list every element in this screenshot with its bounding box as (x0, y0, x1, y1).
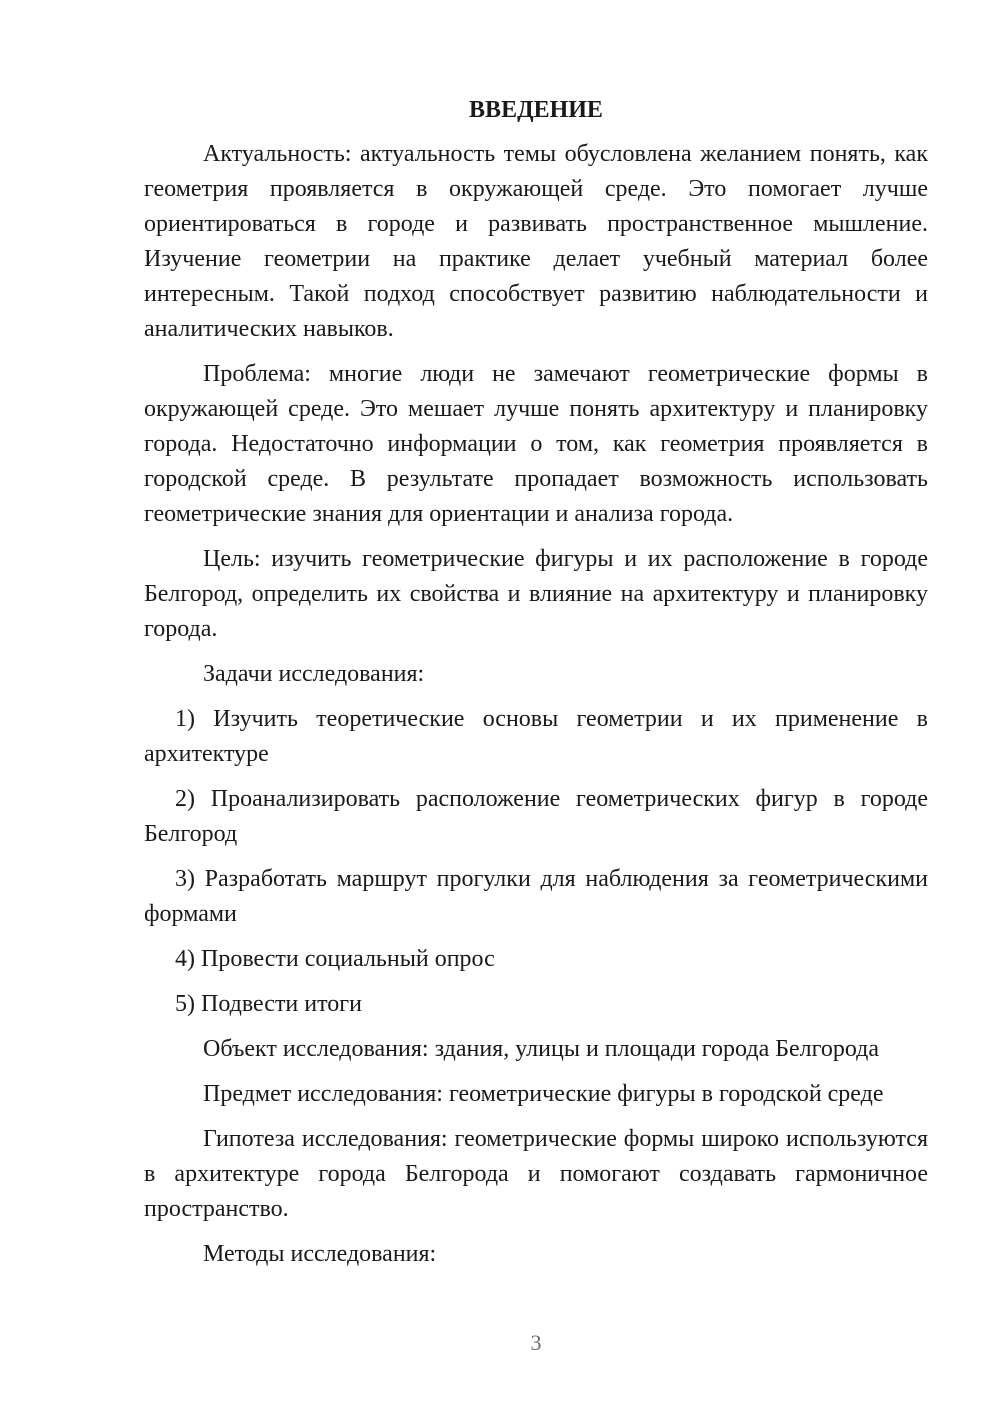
relevance-paragraph: Актуальность: актуальность темы обусловлена желанием понять, как геометрия проявляется в окружающей среде. Это помогает лучше ориентироваться в городе и развивать пространственное мышление. Изучение геометрии на практике делает учебный материал более интересным. Такой подход способствует развитию наблюдательности и аналитических навыков. (144, 141, 928, 342)
problem-paragraph: Проблема: многие люди не замечают геометрические формы в окружающей среде. Это мешает лучше понять архитектуру и планировку города. Недостаточно информации о том, как геометрия проявляется в городской среде. В результате пропадает возможность использовать геометрические знания для ориентации и анализа города. (144, 361, 928, 527)
goal-paragraph: Цель: изучить геометрические фигуры и их расположение в городе Белгород, определить их свойства и влияние на архитектуру и планировку города. (144, 546, 928, 642)
tasks-title: Задачи исследования: (203, 661, 425, 687)
task-item-2: 2) Проанализировать расположение геометрических фигур в городе Белгород (144, 786, 928, 847)
methods-paragraph: Методы исследования: (203, 1241, 437, 1267)
task-item-1: 1) Изучить теоретические основы геометрии и их применение в архитектуре (144, 706, 928, 767)
task-item-4: 4) Провести социальный опрос (175, 946, 495, 972)
task-item-3: 3) Разработать маршрут прогулки для наблюдения за геометрическими формами (144, 866, 928, 927)
page-number: 3 (530, 1330, 542, 1355)
subject-paragraph: Предмет исследования: геометрические фигуры в городской среде (203, 1081, 884, 1107)
hypothesis-paragraph: Гипотеза исследования: геометрические формы широко используются в архитектуре города Белгорода и помогают создавать гармоничное пространство. (144, 1126, 928, 1222)
task-item-5: 5) Подвести итоги (175, 991, 362, 1017)
object-paragraph: Объект исследования: здания, улицы и площади города Белгорода (203, 1036, 880, 1062)
section-heading: ВВЕДЕНИЕ (469, 97, 603, 123)
page-content (144, 93, 928, 1282)
